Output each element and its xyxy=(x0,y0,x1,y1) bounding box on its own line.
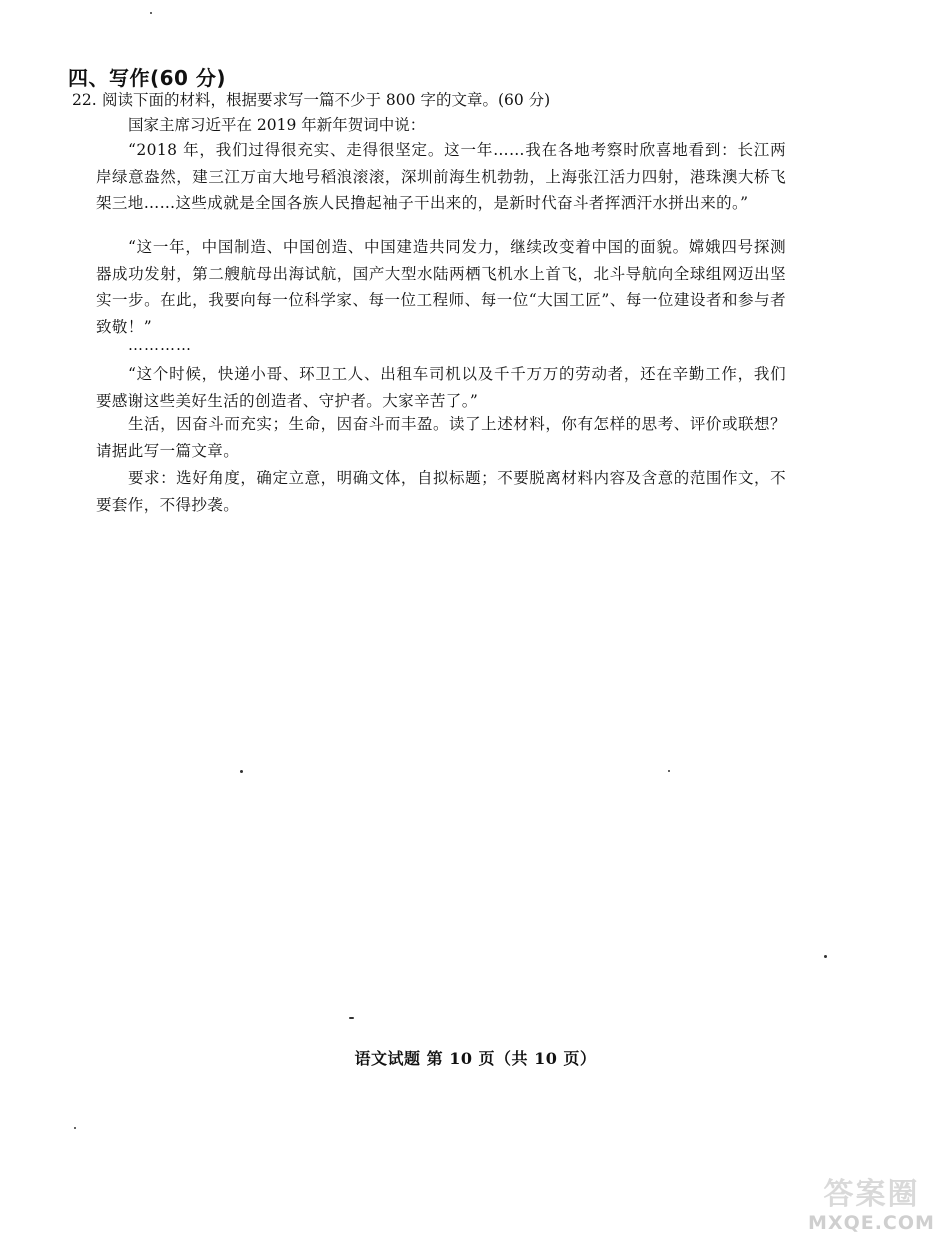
material-quote-3: “这个时候，快递小哥、环卫工人、出租车司机以及千千万万的劳动者，还在辛勤工作，我们要感谢这些美好生活的创造者、守护者。大家辛苦了。” xyxy=(96,365,786,410)
material-ellipsis: ………… xyxy=(128,336,192,354)
scan-speck xyxy=(824,955,827,958)
watermark-top: 答案圈 xyxy=(823,1177,920,1212)
scan-speck xyxy=(150,12,152,14)
scan-speck xyxy=(668,770,670,772)
scan-speck xyxy=(349,1017,354,1019)
section-heading: 四、写作(60 分) xyxy=(68,66,227,90)
material-quote-2: “这一年，中国制造、中国创造、中国建造共同发力，继续改变着中国的面貌。嫦娥四号探测器成功发射，第二艘航母出海试航，国产大型水陆两栖飞机水上首飞，北斗导航向全球组网迈出坚实一步。在此，我要向每一位科学家、每一位工程师、每一位“大国工匠”、每一位建设者和参与者致敬！” xyxy=(96,238,786,336)
watermark-logo xyxy=(804,1178,939,1238)
page-footer: 语文试题 第 10 页（共 10 页） xyxy=(354,1049,597,1068)
scan-speck xyxy=(74,1127,76,1129)
question-prompt xyxy=(72,90,792,111)
question-number: 22. xyxy=(72,91,97,109)
scan-speck xyxy=(240,770,243,773)
writing-requirements: 要求：选好角度，确定立意，明确文体，自拟标题；不要脱离材料内容及含意的范围作文，不要套作，不得抄袭。 xyxy=(96,469,786,514)
material-quote-1: “2018 年，我们过得很充实、走得很坚定。这一年……我在各地考察时欣喜地看到：长江两岸绿意盎然，建三江万亩大地号稻浪滚滚，深圳前海生机勃勃，上海张江活力四射，港珠澳大桥飞架三地……这些成就是全国各族人民撸起袖子干出来的，是新时代奋斗者挥洒汗水拼出来的。” xyxy=(96,141,786,212)
question-prompt-text: 阅读下面的材料，根据要求写一篇不少于 800 字的文章。(60 分) xyxy=(102,91,551,109)
watermark-bottom: MXQE.COM xyxy=(808,1212,935,1234)
writing-reflection: 生活，因奋斗而充实；生命，因奋斗而丰盈。读了上述材料，你有怎样的思考、评价或联想？请据此写一篇文章。 xyxy=(96,415,786,460)
material-lead: 国家主席习近平在 2019 年新年贺词中说： xyxy=(128,116,426,134)
